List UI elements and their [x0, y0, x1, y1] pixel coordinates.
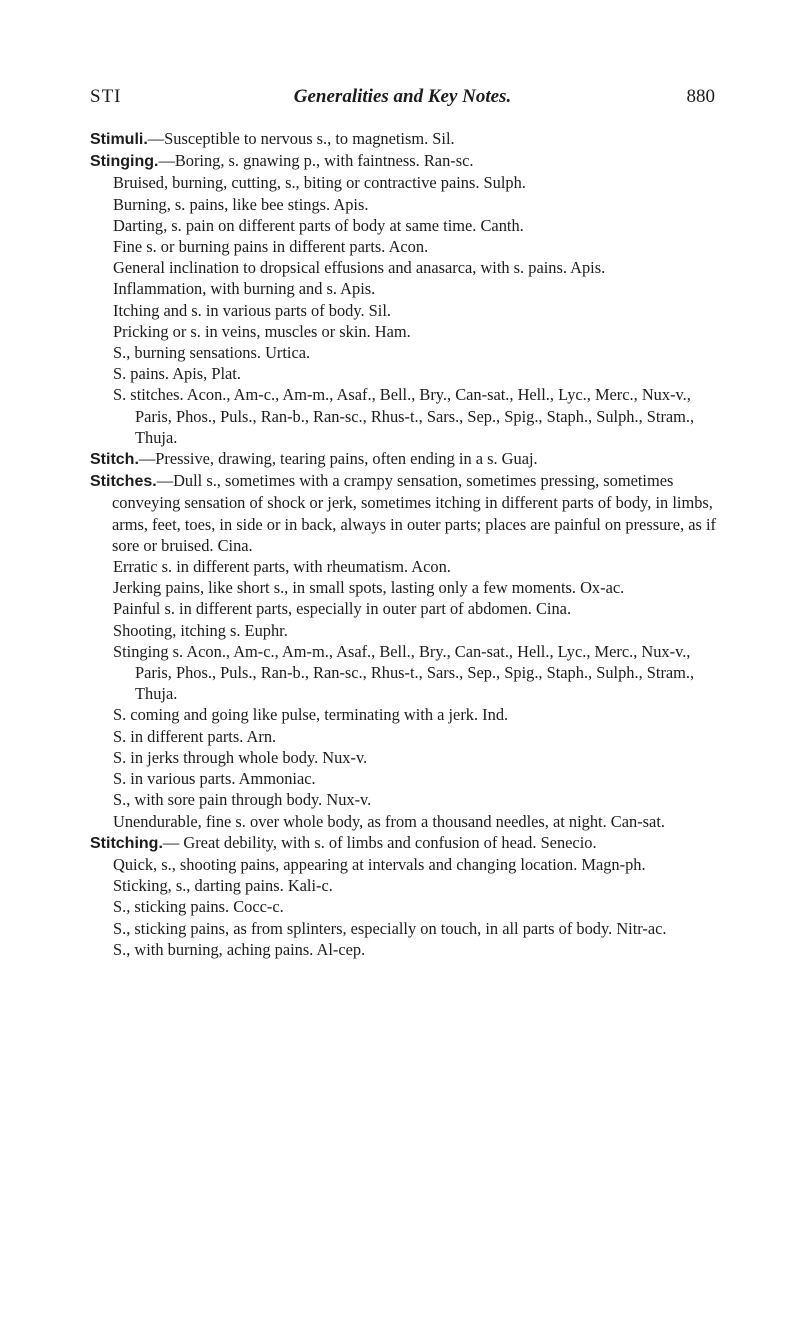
- entry-text: — Great debility, with s. of limbs and confusion of head. Senecio.: [162, 832, 597, 852]
- main-entry: [90, 470, 730, 556]
- sub-entry: [90, 875, 730, 896]
- entry-text: S. in different parts. Arn.: [113, 726, 277, 746]
- sub-entry: [90, 939, 730, 960]
- entry-heading: Stinging.: [90, 153, 159, 171]
- running-header: [90, 86, 715, 112]
- sub-entry: [90, 257, 730, 278]
- sub-entry: [90, 641, 730, 705]
- entry-text: S., with burning, aching pains. Al-cep.: [113, 939, 366, 959]
- entry-text: Bruised, burning, cutting, s., biting or contractive pains. Sulph.: [113, 173, 526, 193]
- sub-entry: [90, 918, 730, 939]
- entry-text: Unendurable, fine s. over whole body, as from a thousand needles, at night. Can-sat.: [113, 811, 665, 831]
- entry-heading: Stitches.: [90, 473, 157, 491]
- entry-heading: Stimuli.: [90, 131, 148, 148]
- entry-text: S., sticking pains. Cocc-c.: [113, 897, 284, 917]
- main-entry: [90, 128, 730, 150]
- sub-entry: [90, 556, 730, 577]
- sub-entry: [90, 278, 730, 299]
- entry-text: S. in various parts. Ammoniac.: [113, 769, 316, 789]
- sub-entry: [90, 172, 730, 193]
- sub-entry: [90, 577, 730, 598]
- sub-entry: [90, 342, 730, 363]
- sub-entry: [90, 747, 730, 768]
- entry-text: Jerking pains, like short s., in small spots, lasting only a few moments. Ox-ac.: [113, 578, 625, 598]
- entry-heading: Stitching.: [90, 834, 163, 852]
- entry-text: S., burning sensations. Urtica.: [113, 343, 311, 363]
- sub-entry: [90, 321, 730, 342]
- entry-text: Shooting, itching s. Euphr.: [113, 620, 288, 640]
- sub-entry: [90, 598, 730, 619]
- sub-entry: [90, 896, 730, 917]
- sub-entry: [90, 236, 730, 257]
- sub-entry: [90, 300, 730, 321]
- entry-text: Pricking or s. in veins, muscles or skin. Ham.: [113, 321, 411, 341]
- entry-text: —Dull s., sometimes with a crampy sensation, sometimes pressing, sometimes conveying sensation of shock or jerk, sometimes itching in different parts of body, in limbs, arms, feet, toes, in side or in back, always in outer parts; places are painful on pressure, as if sore or bruised. Cina.: [112, 471, 716, 555]
- main-entry: [90, 448, 730, 470]
- entry-text: Quick, s., shooting pains, appearing at intervals and changing location. Magn-ph.: [113, 854, 646, 874]
- sub-entry: [90, 620, 730, 641]
- main-entry: [90, 150, 730, 172]
- main-entry: [90, 832, 730, 854]
- entry-text: —Pressive, drawing, tearing pains, often ending in a s. Guaj.: [138, 449, 538, 469]
- sub-entry: [90, 768, 730, 789]
- page-number: 880: [686, 86, 715, 107]
- sub-entry: [90, 789, 730, 810]
- entry-text: —Boring, s. gnawing p., with faintness. Ran-sc.: [158, 151, 474, 171]
- sub-entry: [90, 726, 730, 747]
- entry-text: Painful s. in different parts, especially in outer part of abdomen. Cina.: [113, 599, 572, 619]
- entry-text: Burning, s. pains, like bee stings. Apis.: [113, 194, 369, 214]
- sub-entry: [90, 811, 730, 832]
- entry-text: Inflammation, with burning and s. Apis.: [113, 279, 376, 299]
- sub-entry: [90, 384, 730, 448]
- header-title: Generalities and Key Notes.: [293, 86, 512, 107]
- entry-text: Fine s. or burning pains in different parts. Acon.: [113, 237, 429, 257]
- entry-text: Darting, s. pain on different parts of body at same time. Canth.: [113, 215, 524, 235]
- sub-entry: [90, 215, 730, 236]
- sub-entry: [90, 194, 730, 215]
- entry-text: S. coming and going like pulse, terminating with a jerk. Ind.: [113, 705, 509, 725]
- entry-text: Itching and s. in various parts of body. Sil.: [113, 300, 391, 320]
- entry-text: Sticking, s., darting pains. Kali-c.: [113, 876, 333, 896]
- sub-entry: [90, 363, 730, 384]
- sub-entry: [90, 854, 730, 875]
- entry-text: S., sticking pains, as from splinters, especially on touch, in all parts of body. Nitr-ac.: [113, 918, 667, 938]
- repertory-entries: [90, 128, 730, 960]
- entry-text: Erratic s. in different parts, with rheumatism. Acon.: [113, 557, 451, 577]
- entry-heading: Stitch.: [90, 451, 139, 469]
- entry-text: S. pains. Apis, Plat.: [113, 364, 241, 384]
- entry-text: S. stitches. Acon., Am-c., Am-m., Asaf., Bell., Bry., Can-sat., Hell., Lyc., Merc., Nux-v., Paris, Phos., Puls., Ran-b., Ran-sc., Rhus-t., Sars., Sep., Spig., Staph., Sulph., Stram., Thuja.: [113, 385, 695, 447]
- entry-text: —Susceptible to nervous s., to magnetism. Sil.: [147, 129, 455, 148]
- entry-text: Stinging s. Acon., Am-c., Am-m., Asaf., Bell., Bry., Can-sat., Hell., Lyc., Merc., Nux-v., Paris, Phos., Puls., Ran-b., Ran-sc., Rhus-t., Sars., Sep., Spig., Staph., Sulph., Stram., Thuja.: [113, 641, 695, 704]
- sub-entry: [90, 704, 730, 725]
- header-guide-word: STI: [90, 86, 122, 107]
- entry-text: General inclination to dropsical effusions and anasarca, with s. pains. Apis.: [113, 258, 606, 278]
- entry-text: S. in jerks through whole body. Nux-v.: [113, 747, 368, 767]
- entry-text: S., with sore pain through body. Nux-v.: [113, 790, 372, 810]
